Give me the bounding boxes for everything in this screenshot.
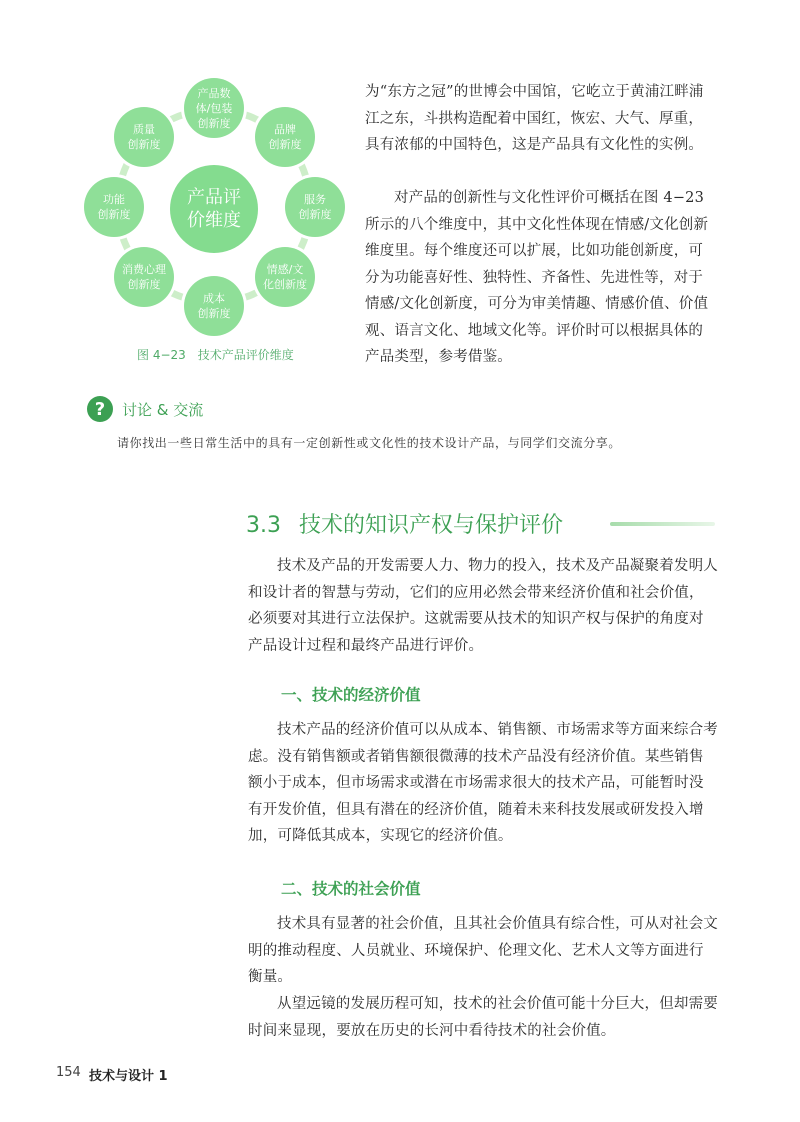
section-intro: 技术及产品的开发需要人力、物力的投入，技术及产品凝聚着发明人和设计者的智慧与劳动，它们的应用必然会带来经济价值和社会价值，必须要对其进行立法保护。这就需要从技术的知识产权与保护的角度对产品设计过程和最终产品进行评价。 (248, 558, 718, 654)
paragraph-social-value: 技术具有显著的社会价值，且其社会价值具有综合性，可从对社会文明的推动程度、人员就业、环境保护、伦理文化、艺术人文等方面进行衡量。 (248, 916, 718, 985)
subheading-social-value: 二、技术的社会价值 (281, 879, 421, 898)
discussion-body: 请你找出一些日常生活中的具有一定创新性或文化性的技术设计产品，与同学们交流分享。 (117, 436, 622, 450)
book-title: 技术与设计 1 (89, 1069, 168, 1084)
section-title: 技术的知识产权与保护评价 (299, 513, 564, 538)
question-icon: ? (87, 396, 113, 422)
center-label-line1: 产品评 (187, 187, 241, 208)
node-cost: 成本 创新度 (184, 276, 244, 336)
discussion-title: 讨论 & 交流 (122, 401, 204, 419)
section-number: 3.3 (246, 513, 281, 538)
paragraph-world-expo: 为“东方之冠”的世博会中国馆，它屹立于黄浦江畔浦江之东，斗拱构造配着中国红，恢宏、大气、厚重，具有浓郁的中国特色，这是产品具有文化性的实例。 (365, 84, 704, 153)
paragraph-telescope: 从望远镜的发展历程可知，技术的社会价值可能十分巨大，但却需要时间来显现，要放在历史的长河中看待技术的社会价值。 (248, 996, 718, 1039)
node-function: 功能 创新度 (84, 177, 144, 237)
node-service: 服务 创新度 (285, 177, 345, 237)
figure-caption: 图 4−23 技术产品评价维度 (137, 348, 294, 362)
diagram-center (170, 165, 258, 253)
center-label-line2: 价维度 (187, 210, 241, 231)
node-brand: 品牌 创新度 (255, 107, 315, 167)
node-quality: 质量 创新度 (114, 107, 174, 167)
section-heading-rule (610, 522, 715, 526)
page-number: 154 (56, 1065, 81, 1080)
evaluation-dimension-diagram (82, 74, 352, 344)
subheading-economic-value: 一、技术的经济价值 (281, 685, 421, 704)
node-emotion-culture: 情感/文 化创新度 (255, 247, 315, 307)
node-consumer-psychology: 消费心理 创新度 (114, 247, 174, 307)
section-heading (246, 508, 563, 539)
node-packaging: 产品数 体/包装 创新度 (184, 78, 244, 138)
paragraph-economic-value: 技术产品的经济价值可以从成本、销售额、市场需求等方面来综合考虑。没有销售额或者销售额很微薄的技术产品没有经济价值。某些销售额小于成本，但市场需求或潜在市场需求很大的技术产品，可能暂时没有开发价值，但具有潜在的经济价值，随着未来科技发展或研发投入增加，可降低其成本，实现它的经济价值。 (248, 722, 718, 844)
paragraph-eight-dimensions: 对产品的创新性与文化性评价可概括在图 4−23 所示的八个维度中，其中文化性体现在情感/文化创新维度里。每个维度还可以扩展，比如功能创新度，可分为功能喜好性、独特性、齐备性、先进性等，对于情感/文化创新度，可分为审美情趣、情感价值、价值观、语言文化、地域文化等。评价时可以根据具体的产品类型，参考借鉴。 (365, 190, 709, 365)
